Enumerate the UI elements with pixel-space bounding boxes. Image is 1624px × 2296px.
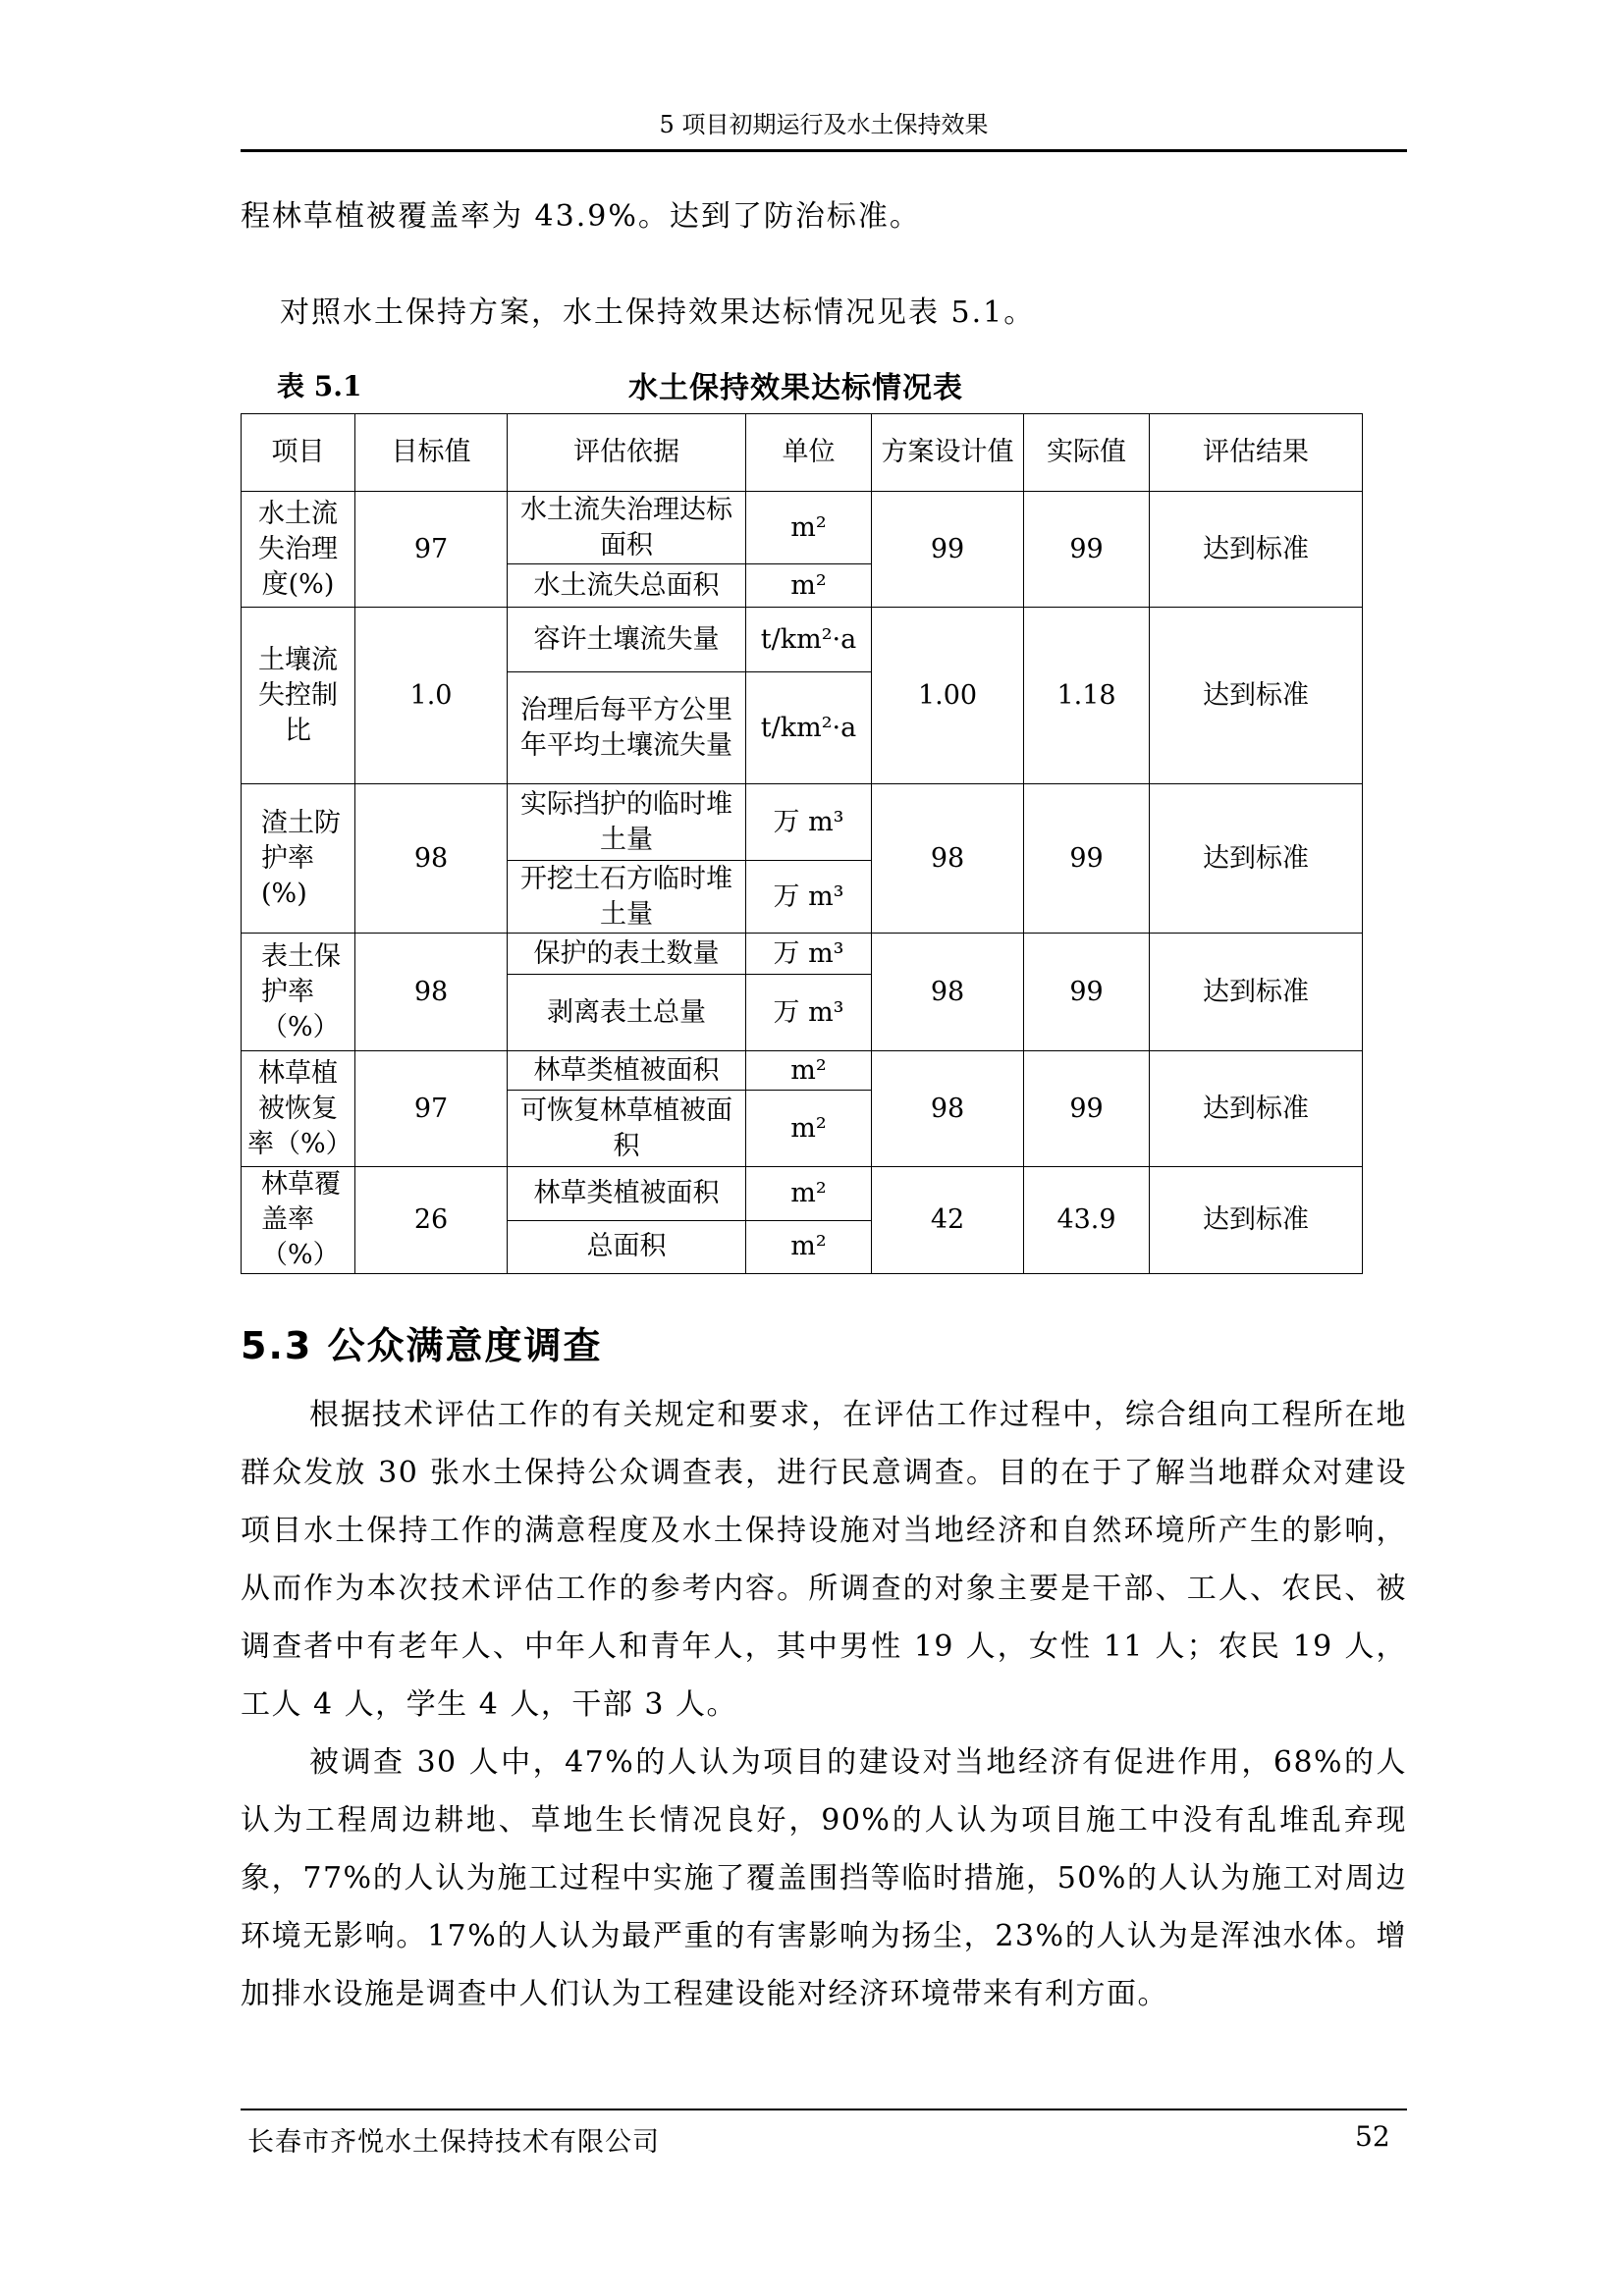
- cell-unit: t/km²·a: [746, 672, 872, 784]
- cell-target: 97: [355, 1051, 508, 1167]
- cell-target: 98: [355, 934, 508, 1051]
- cell-unit: m²: [746, 492, 872, 564]
- table-row: [242, 1167, 1363, 1221]
- cell-unit: m²: [746, 1091, 872, 1167]
- cell-target: 26: [355, 1167, 508, 1274]
- cell-basis: 保护的表土数量: [508, 934, 746, 975]
- cell-actual: 99: [1024, 1051, 1150, 1167]
- cell-basis: 水土流失治理达标面积: [508, 492, 746, 564]
- cell-unit: 万 m³: [746, 975, 872, 1051]
- cell-unit: m²: [746, 1220, 872, 1274]
- cell-unit: m²: [746, 564, 872, 608]
- cell-actual: 99: [1024, 934, 1150, 1051]
- standards-table: [241, 413, 1363, 1274]
- cell-result: 达到标准: [1150, 1051, 1363, 1167]
- paragraph-table-reference: 对照水土保持方案，水土保持效果达标情况见表 5.1。: [280, 295, 1036, 330]
- section-heading: 5.3 公众满意度调查: [241, 1324, 603, 1367]
- cell-item: 表土保护率（%）: [242, 934, 355, 1051]
- table-title: 水土保持效果达标情况表: [628, 371, 963, 405]
- cell-basis: 容许土壤流失量: [508, 608, 746, 672]
- footer-rule: [241, 2109, 1407, 2110]
- cell-result: 达到标准: [1150, 492, 1363, 608]
- cell-item: 渣土防护率(%): [242, 784, 355, 934]
- section-body: [241, 1386, 1407, 2023]
- survey-paragraph-method: 根据技术评估工作的有关规定和要求，在评估工作过程中，综合组向工程所在地群众发放 30 张水土保持公众调查表，进行民意调查。目的在于了解当地群众对建设项目水土保持工作的满意程度及水土保持设施对当地经济和自然环境所产生的影响，从而作为本次技术评估工作的参考内容。所调查的对象主要是干部、工人、农民、被调查者中有老年人、中年人和青年人，其中男性 19 人，女性 11 人；农民 19 人，工人 4 人，学生 4 人，干部 3 人。: [241, 1398, 1407, 1722]
- cell-basis: 林草类植被面积: [508, 1167, 746, 1221]
- header-result: 评估结果: [1150, 414, 1363, 492]
- cell-result: 达到标准: [1150, 1167, 1363, 1274]
- cell-basis: 剥离表土总量: [508, 975, 746, 1051]
- cell-result: 达到标准: [1150, 784, 1363, 934]
- cell-result: 达到标准: [1150, 608, 1363, 784]
- cell-plan: 98: [872, 784, 1024, 934]
- cell-item: 水土流失治理度(%): [242, 492, 355, 608]
- cell-plan: 99: [872, 492, 1024, 608]
- header-actual: 实际值: [1024, 414, 1150, 492]
- table-row: [242, 1051, 1363, 1091]
- header-unit: 单位: [746, 414, 872, 492]
- cell-unit: 万 m³: [746, 784, 872, 861]
- table-row: [242, 784, 1363, 861]
- table-row: [242, 492, 1363, 564]
- cell-target: 1.0: [355, 608, 508, 784]
- cell-basis: 林草类植被面积: [508, 1051, 746, 1091]
- cell-plan: 1.00: [872, 608, 1024, 784]
- cell-plan: 98: [872, 1051, 1024, 1167]
- running-header: 5 项目初期运行及水土保持效果: [659, 111, 989, 138]
- cell-actual: 99: [1024, 492, 1150, 608]
- cell-actual: 1.18: [1024, 608, 1150, 784]
- cell-basis: 开挖土石方临时堆土量: [508, 861, 746, 934]
- header-target: 目标值: [355, 414, 508, 492]
- header-item: 项目: [242, 414, 355, 492]
- cell-item: 林草植被恢复率（%）: [242, 1051, 355, 1167]
- header-basis: 评估依据: [508, 414, 746, 492]
- header-plan: 方案设计值: [872, 414, 1024, 492]
- cell-basis: 治理后每平方公里年平均土壤流失量: [508, 672, 746, 784]
- cell-unit: m²: [746, 1167, 872, 1221]
- table-header-row: [242, 414, 1363, 492]
- cell-unit: m²: [746, 1051, 872, 1091]
- table-number: 表 5.1: [277, 370, 362, 402]
- cell-basis: 实际挡护的临时堆土量: [508, 784, 746, 861]
- survey-paragraph-results: 被调查 30 人中，47%的人认为项目的建设对当地经济有促进作用，68%的人认为工程周边耕地、草地生长情况良好，90%的人认为项目施工中没有乱堆乱弃现象，77%的人认为施工过程中实施了覆盖围挡等临时措施，50%的人认为施工对周边环境无影响。17%的人认为最严重的有害影响为扬尘，23%的人认为是浑浊水体。增加排水设施是调查中人们认为工程建设能对经济环境带来有利方面。: [241, 1745, 1407, 2011]
- cell-plan: 98: [872, 934, 1024, 1051]
- cell-actual: 43.9: [1024, 1167, 1150, 1274]
- cell-plan: 42: [872, 1167, 1024, 1274]
- cell-item: 土壤流失控制比: [242, 608, 355, 784]
- footer-company: 长春市齐悦水土保持技术有限公司: [247, 2127, 660, 2158]
- cell-item: 林草覆盖率（%）: [242, 1167, 355, 1274]
- paragraph-intro-end: 程林草植被覆盖率为 43.9%。达到了防治标准。: [241, 199, 921, 234]
- cell-unit: 万 m³: [746, 861, 872, 934]
- cell-basis: 水土流失总面积: [508, 564, 746, 608]
- table-row: [242, 608, 1363, 672]
- cell-target: 97: [355, 492, 508, 608]
- cell-actual: 99: [1024, 784, 1150, 934]
- table-row: [242, 934, 1363, 975]
- cell-result: 达到标准: [1150, 934, 1363, 1051]
- cell-basis: 可恢复林草植被面积: [508, 1091, 746, 1167]
- cell-basis: 总面积: [508, 1220, 746, 1274]
- header-rule: [241, 149, 1407, 152]
- cell-target: 98: [355, 784, 508, 934]
- page-number: 52: [1355, 2120, 1390, 2153]
- cell-unit: t/km²·a: [746, 608, 872, 672]
- cell-unit: 万 m³: [746, 934, 872, 975]
